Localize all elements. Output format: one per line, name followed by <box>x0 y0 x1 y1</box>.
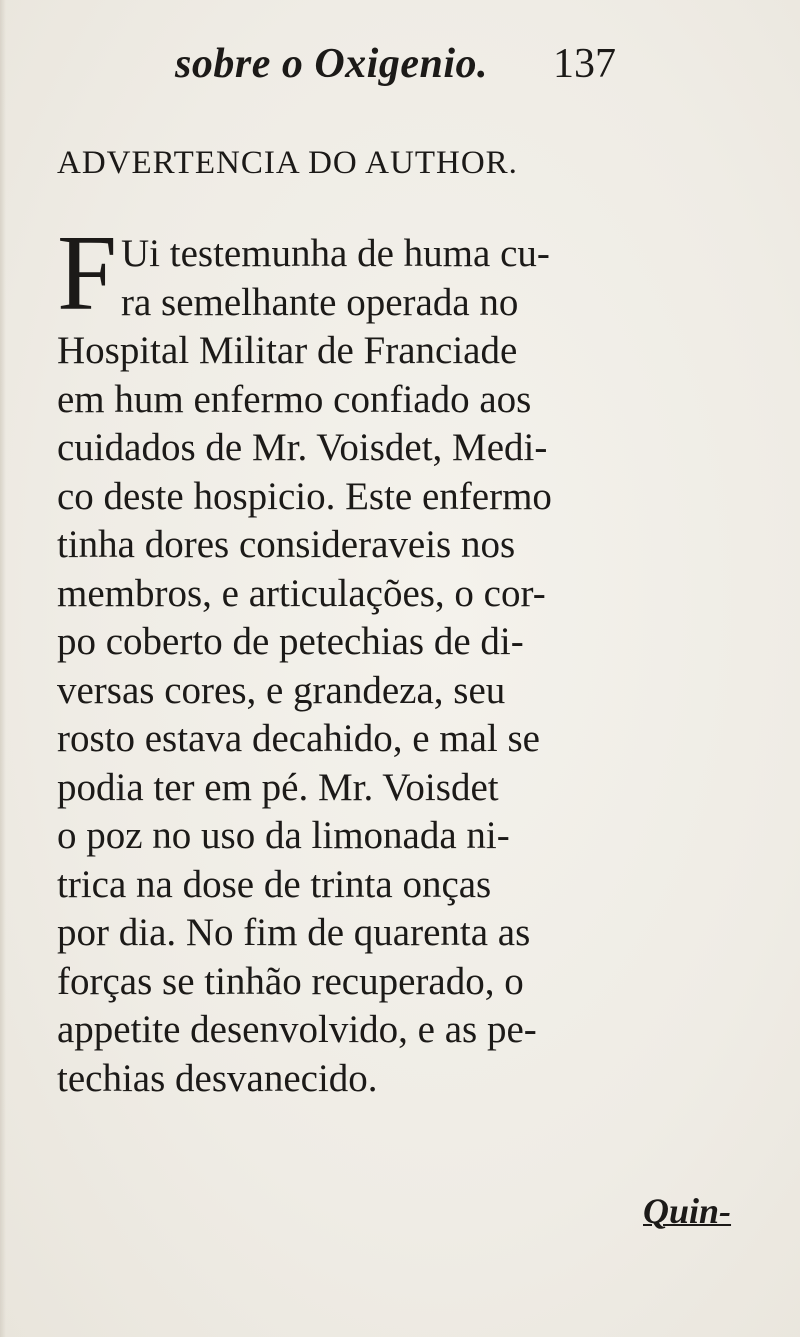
text-line: cuidados de Mr. Voisdet, Medi- <box>57 426 548 469</box>
text-line: versas cores, e grandeza, seu <box>57 668 506 712</box>
text-line: em hum enfermo confiado aos <box>57 377 532 421</box>
text-line: tinha dores consideraveis nos <box>57 523 516 566</box>
body-text <box>57 214 777 1103</box>
drop-cap: F <box>57 214 118 333</box>
running-title: sobre o Oxigenio. <box>175 41 488 87</box>
text-line: ra semelhante operada no <box>121 280 519 324</box>
text-line: membros, e articulações, o cor- <box>57 571 546 615</box>
text-line: techias desvanecido. <box>57 1056 378 1100</box>
text-line: forças se tinhão recuperado, o <box>57 959 524 1003</box>
text-line: appetite desenvolvido, e as pe- <box>57 1008 537 1051</box>
text-line: o poz no uso da limonada ni- <box>57 814 510 857</box>
running-head <box>0 40 800 100</box>
text-line: por dia. No fim de quarenta as <box>57 911 531 954</box>
text-line: po coberto de petechias de di- <box>57 620 524 663</box>
text-line: podia ter em pé. Mr. Voisdet <box>57 765 499 809</box>
text-line: Hospital Militar de Franciade <box>57 329 518 372</box>
section-heading: ADVERTENCIA DO AUTHOR. <box>57 145 518 181</box>
catchword: Quin- <box>643 1191 732 1231</box>
page-number: 137 <box>553 41 616 87</box>
text-line: trica na dose de trinta onças <box>57 862 492 906</box>
text-line: rosto estava decahido, e mal se <box>57 717 540 760</box>
text-line: co deste hospicio. Este enfermo <box>57 474 552 518</box>
text-line: Ui testemunha de huma cu- <box>121 232 550 275</box>
page-gutter-shadow <box>0 0 6 1337</box>
